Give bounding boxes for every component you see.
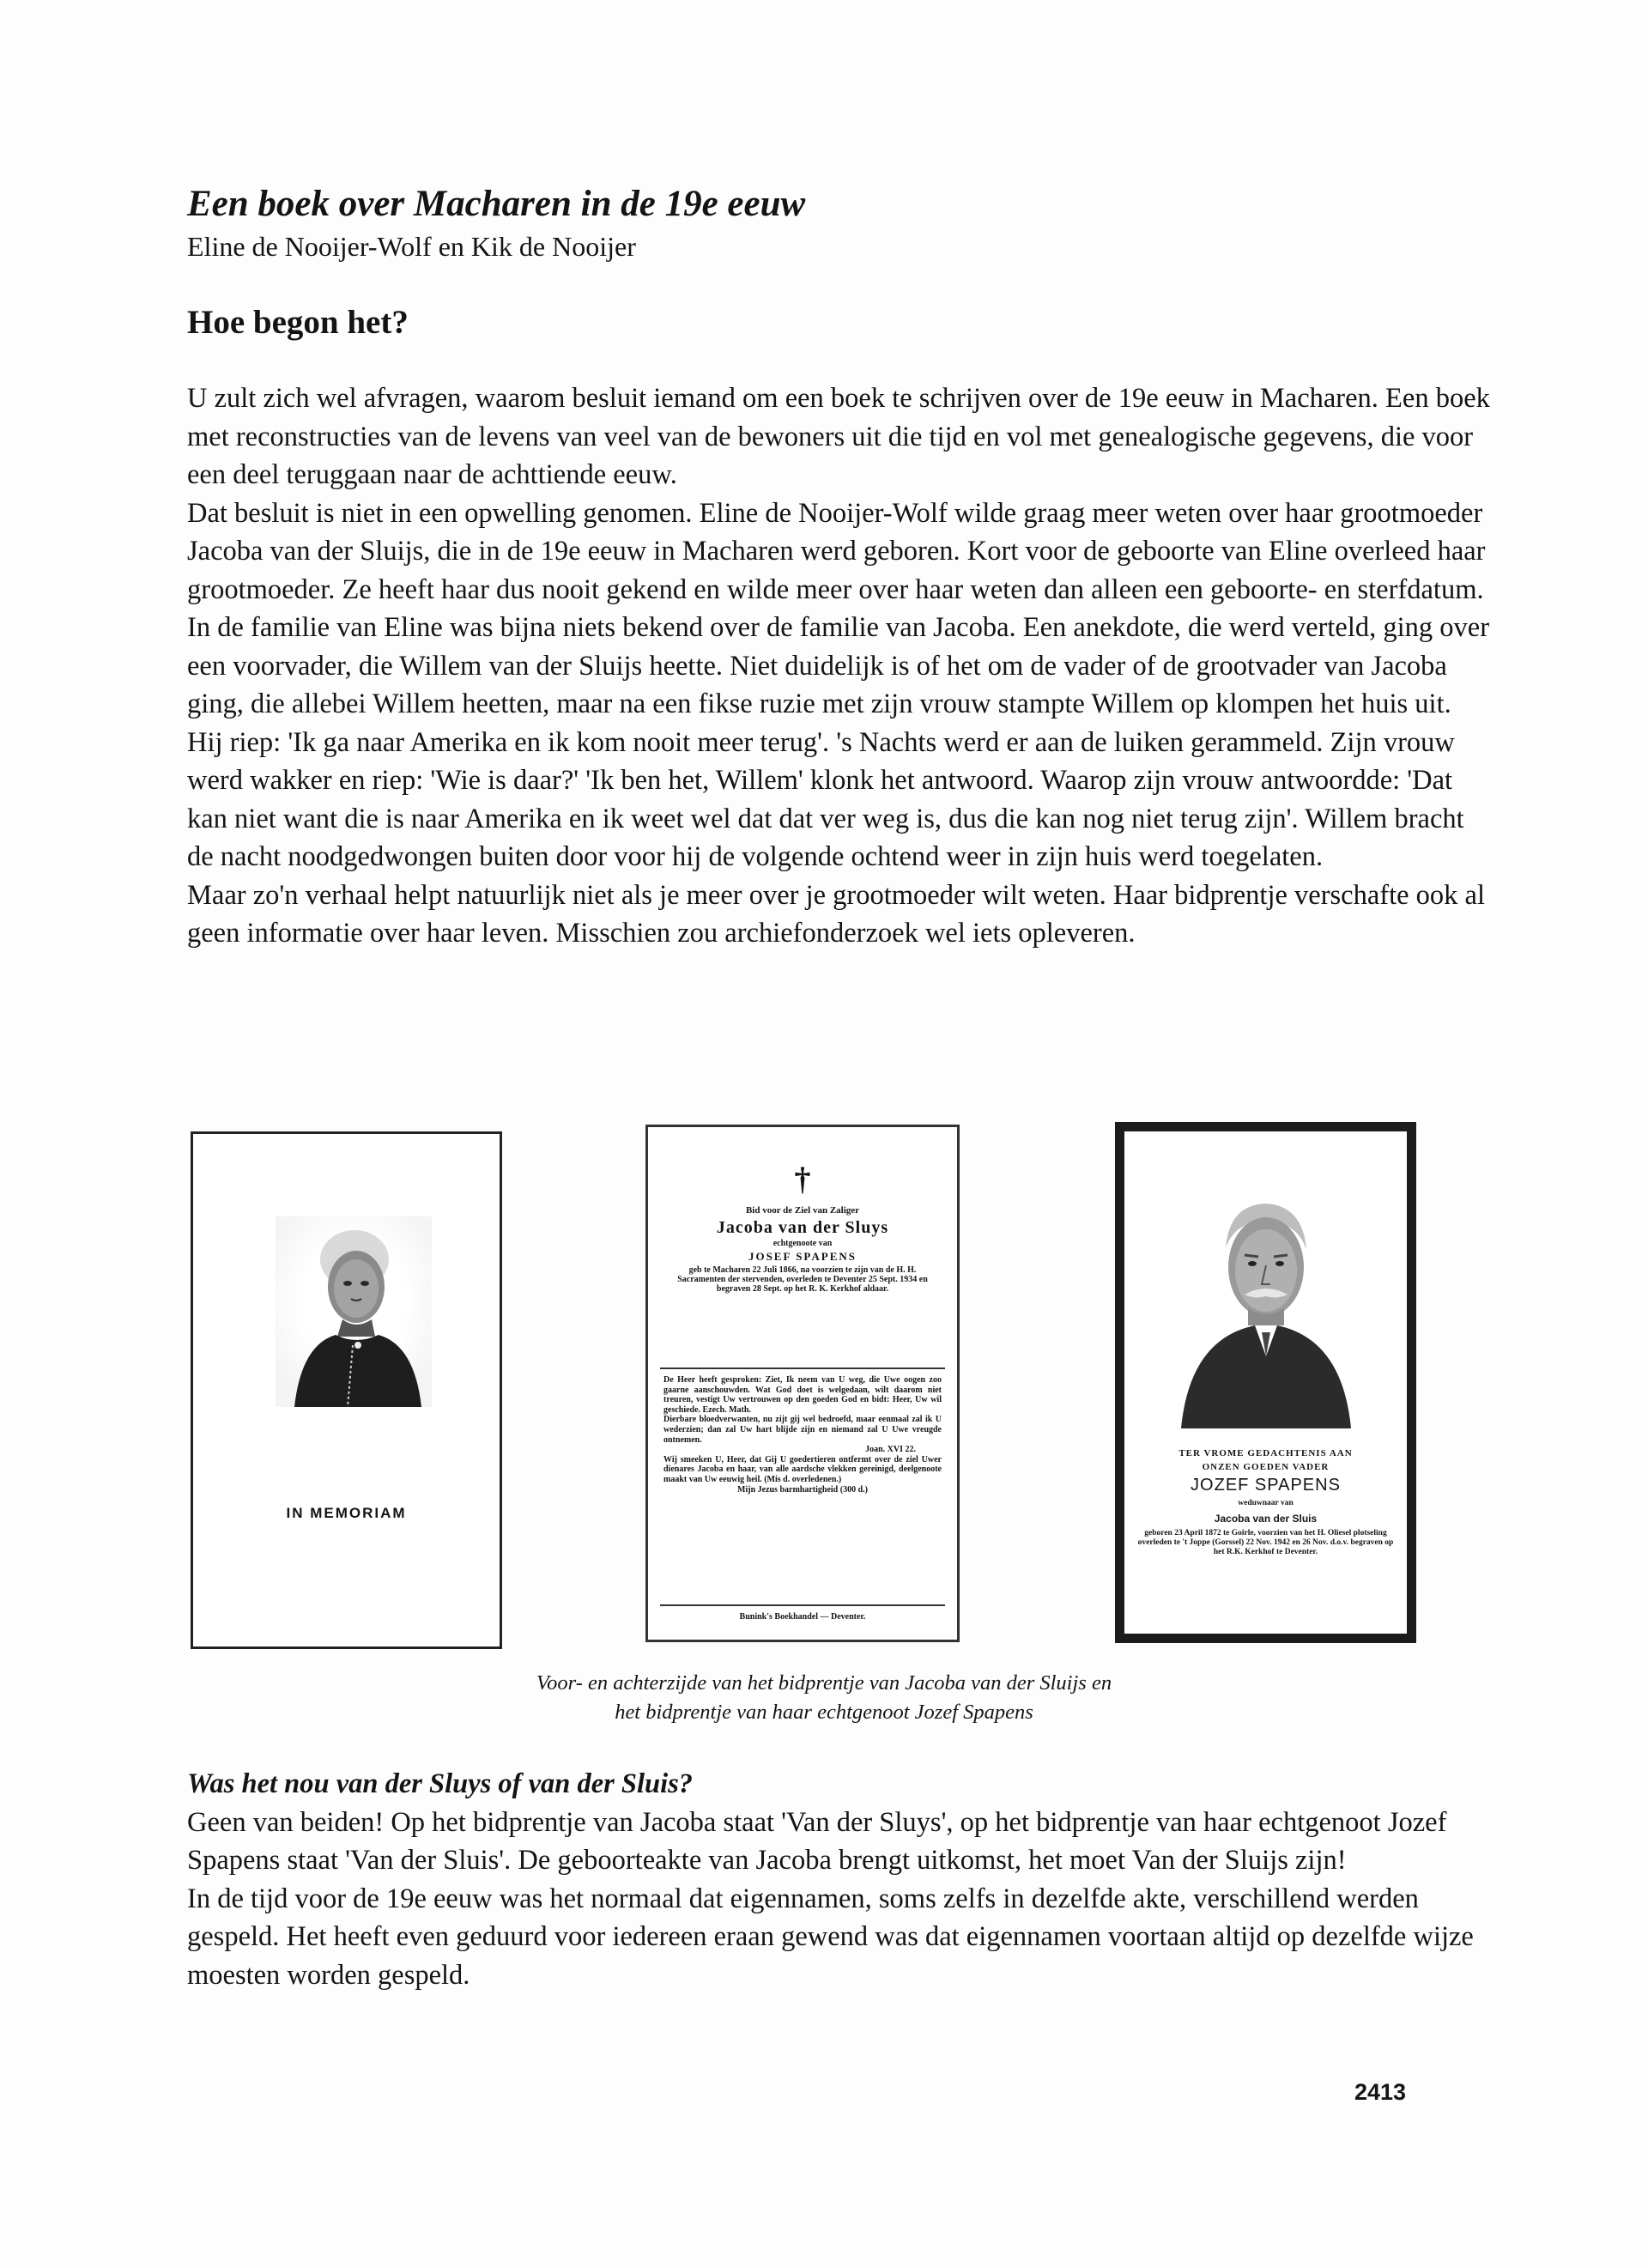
caption-line: het bidprentje van haar echtgenoot Jozef Spapens: [615, 1701, 1033, 1724]
cross-icon: †: [794, 1161, 811, 1198]
card-line: TER VROME GEDACHTENIS AAN: [1178, 1448, 1353, 1458]
verse-text: De Heer heeft gesproken: Ziet, Ik neem van U weg, die Uwe oogen zoo gaarne aanschouwden. Wat God doet is welgedaan, wilt daarom niet treuren, vestigt Uw vertrouwen op den goeden God en bidt: Heer, Uw wil geschiede. Ezech. Math.: [663, 1375, 942, 1415]
section2-heading: Was het nou van der Sluys of van der Sluis?: [187, 1768, 694, 1799]
portrait-jozef: [1169, 1188, 1363, 1428]
deceased-name: Jacoba van der Sluys: [716, 1218, 889, 1237]
wife-name: Jacoba van der Sluis: [1214, 1513, 1318, 1525]
intro-paragraph: U zult zich wel afvragen, waarom besluit iemand om een boek te schrijven over de 19e eeuw in Macharen. Een boek met reconstructies van de levens van veel van de bewoners uit die tijd en vol met genealogische gegevens, die voor een deel teruggaan naar de achttiende eeuw.: [187, 383, 1490, 490]
intro-paragraph: In de familie van Eline was bijna niets bekend over de familie van Jacoba. Een anekdote, die werd verteld, ging over een voorvader, die Willem van der Sluijs heette. Niet duidelijk is of het om de vader of de grootvader van Jacoba ging, die allebei Willem heetten, maar na een fikse ruzie met zijn vrouw stampte Willem op klompen het huis uit. Hij riep: 'Ik ga naar Amerika en ik kom nooit meer terug'. 's Nachts werd er aan de luiken gerammeld. Zijn vrouw werd wakker en riep: 'Wie is daar?' 'Ik ben het, Willem' klonk het antwoord. Waarop zijn vrouw antwoordde: 'Dat kan niet want die is naar Amerika en ik weet wel dat dat ver weg is, dus die kan nog niet terug zijn'. Willem bracht de nacht noodgedwongen buiten door voor hij de volgende ochtend weer in zijn huis werd toegelaten.: [187, 612, 1490, 872]
intro-text: [187, 379, 1492, 953]
section-heading: Hoe begon het?: [187, 304, 409, 341]
verse-reference: Joan. XVI 22.: [865, 1445, 916, 1455]
caption-line: Voor- en achterzijde van het bidprentje van Jacoba van der Sluijs en: [536, 1671, 1112, 1695]
memorial-card-front: [191, 1131, 502, 1649]
card-verses: [663, 1375, 942, 1495]
article-authors: Eline de Nooijer-Wolf en Kik de Nooijer: [187, 231, 636, 262]
card-divider: [660, 1367, 945, 1369]
section2-text: [187, 1765, 1492, 1994]
intro-paragraph: Dat besluit is niet in een opwelling genomen. Eline de Nooijer-Wolf wilde graag meer weten over haar grootmoeder Jacoba van der Sluijs, die in de 19e eeuw in Macharen werd geboren. Kort voor de geboorte van Eline overleed haar grootmoeder. Ze heeft haar dus nooit gekend en wilde meer over haar weten dan alleen een geboorte- en sterfdatum.: [187, 497, 1486, 605]
card-line: echtgenoote van: [772, 1239, 833, 1248]
memorial-card-back: [645, 1125, 960, 1642]
card-line: Bid voor de Ziel van Zaliger: [745, 1205, 860, 1216]
card-line: ONZEN GOEDEN VADER: [1202, 1462, 1330, 1472]
printer-line: Bunink's Boekhandel — Deventer.: [739, 1612, 866, 1622]
article-title: Een boek over Macharen in de 19e eeuw: [187, 184, 806, 224]
verse-text: Dierbare bloedverwanten, nu zijt gij wel bedroefd, maar eenmaal zal ik U wederzien; dan zal Uw hart blijde zijn en niemand zal U Uwe vreugde ontnemen.: [663, 1415, 942, 1445]
figure-caption: [395, 1669, 1253, 1727]
section2-paragraph: In de tijd voor de 19e eeuw was het normaal dat eigennamen, soms zelfs in dezelfde akte, verschillend werden gespeld. Het heeft even geduurd voor iedereen eraan gewend was dat eigennamen voortaan altijd op dezelfde wijze moesten worden gespeld.: [187, 1883, 1474, 1991]
card-divider: [660, 1604, 945, 1606]
card-line: weduwnaar van: [1238, 1499, 1294, 1507]
memoriam-label: IN MEMORIAM: [286, 1505, 407, 1521]
verse-text: Wij smeeken U, Heer, dat Gij U goedertieren ontfermt over de ziel Uwer dienares Jacoba en haar, van alle aardsche vlekken gereinigd, deelgenoote maakt van Uw eeuwig heil. (Mis d. overledenen.): [663, 1454, 942, 1484]
memorial-card-husband: [1115, 1122, 1416, 1643]
husband-name: JOZEF SPAPENS: [1191, 1476, 1341, 1495]
page-number: 2413: [1354, 2079, 1407, 2105]
section2-paragraph: Geen van beiden! Op het bidprentje van Jacoba staat 'Van der Sluys', op het bidprentje van haar echtgenoot Jozef Spapens staat 'Van der Sluis'. De geboorteakte van Jacoba brengt uitkomst, het moet Van der Sluijs zijn!: [187, 1806, 1447, 1876]
prayer-text: Mijn Jezus barmhartigheid (300 d.): [737, 1484, 868, 1495]
portrait-jacoba: [276, 1216, 432, 1407]
spouse-name: JOSEF SPAPENS: [748, 1250, 857, 1263]
card-details: geb te Macharen 22 Juli 1866, na voorzien te zijn van de H. H. Sacramenten der stervenden, overleden te Deventer 25 Sept. 1934 en begraven 28 Sept. op het R. K. Kerkhof aldaar.: [677, 1265, 928, 1294]
intro-paragraph: Maar zo'n verhaal helpt natuurlijk niet als je meer over je grootmoeder wilt weten. Haar bidprentje verschafte ook al geen informatie over haar leven. Misschien zou archiefonderzoek wel iets opleveren.: [187, 879, 1485, 949]
card-details: geboren 23 April 1872 te Goirle, voorzien van het H. Oliesel plotseling overleden te 't Joppe (Gorssel) 22 Nov. 1942 en 26 Nov. d.o.v. begraven op het R.K. Kerkhof te Deventer.: [1137, 1529, 1394, 1556]
